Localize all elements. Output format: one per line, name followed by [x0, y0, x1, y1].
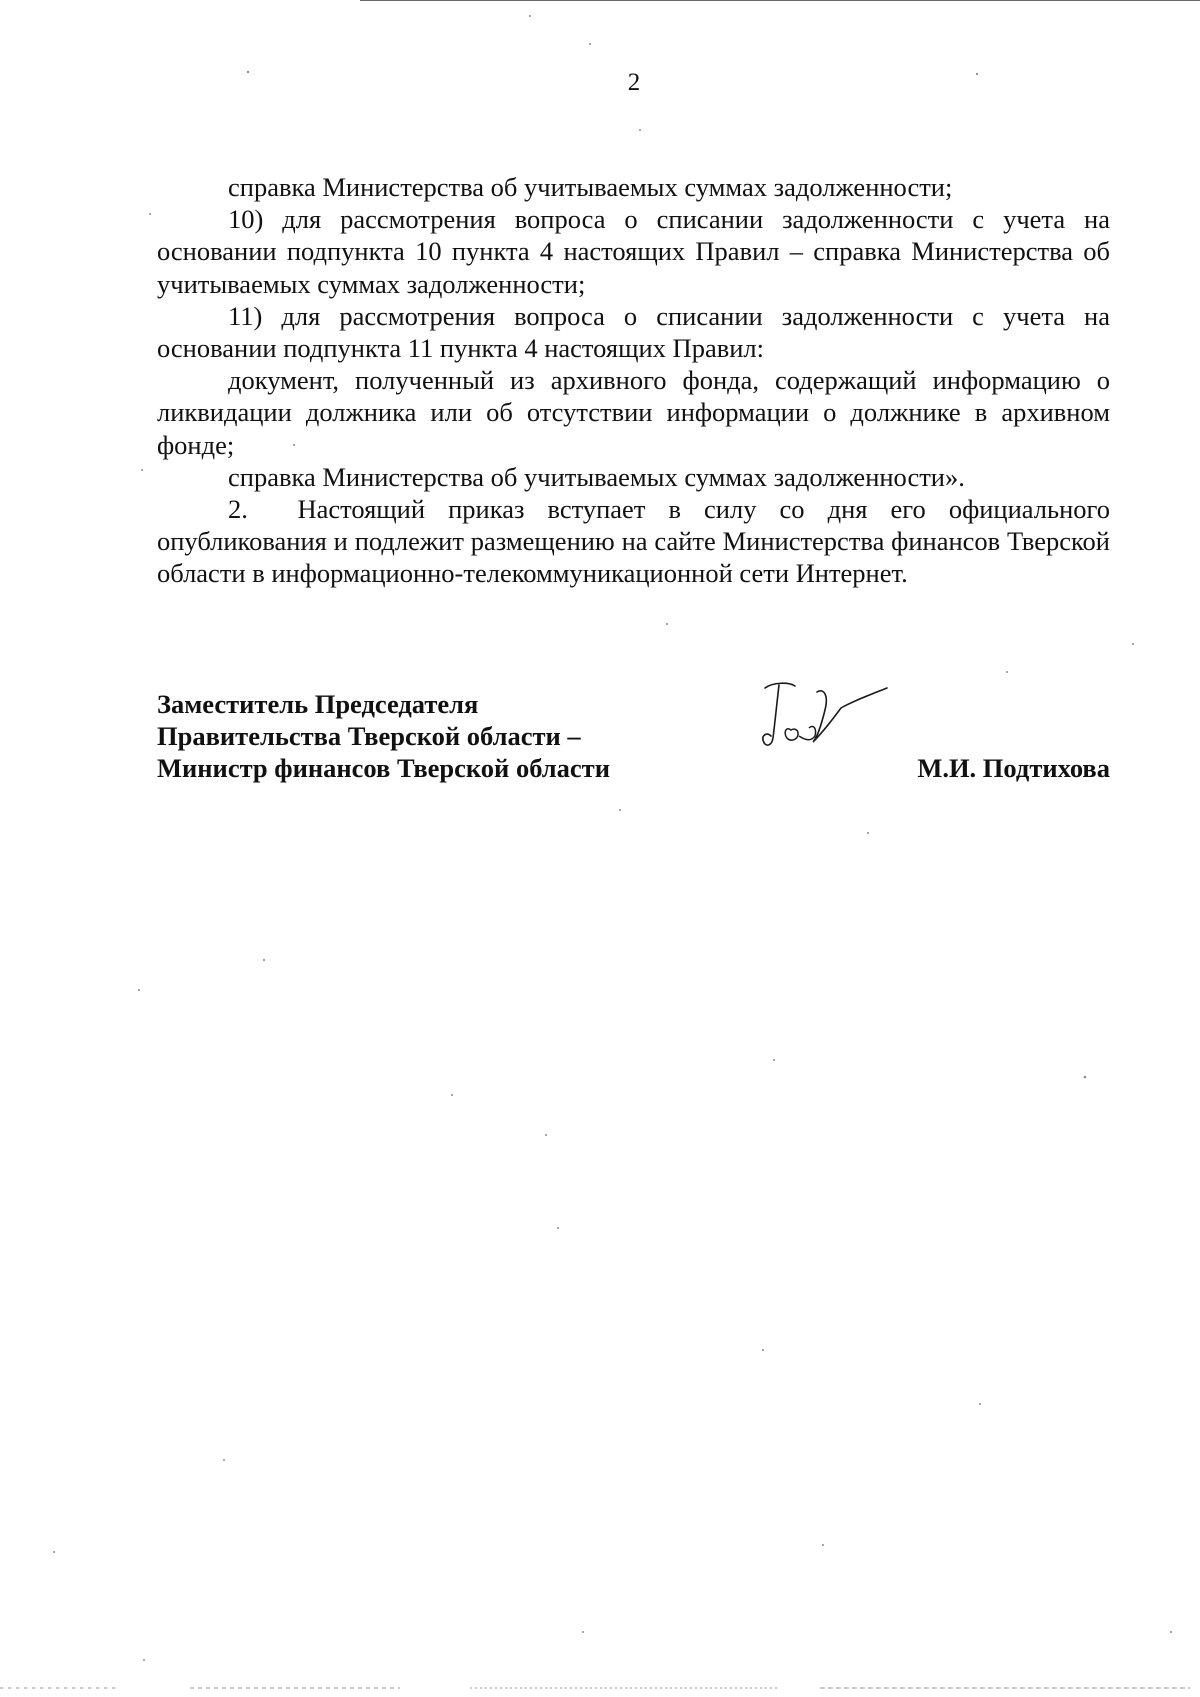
page-number: 2 — [627, 69, 641, 96]
signature-block — [157, 688, 1110, 788]
document-body — [157, 171, 1110, 590]
paragraph-entry-into-force: 2. Настоящий приказ вступает в силу со дня его официального опубликования и подлежит размещению на сайте Министерства финансов Тверской области в информационно-телекоммуникационной сети Интернет. — [157, 494, 1110, 589]
scan-top-edge-line — [360, 0, 1200, 1]
signer-position — [157, 688, 610, 785]
paragraph-item-10: 10) для рассмотрения вопроса о списании задолженности с учета на основании подпункта 10 пункта 4 настоящих Правил – справка Министерства об учитываемых суммах задолженности; — [157, 204, 1110, 299]
position-line: Правительства Тверской области – — [157, 721, 581, 752]
position-line: Министр финансов Тверской области — [157, 753, 610, 784]
paragraph-archive-document: документ, полученный из архивного фонда, содержащий информацию о ликвидации должника или об отсутствии информации о должнике в архивном фонде; — [157, 365, 1110, 460]
paragraph-item-11: 11) для рассмотрения вопроса о списании задолженности с учета на основании подпункта 11 пункта 4 настоящих Правил: — [157, 300, 1110, 364]
signer-name: М.И. Подтихова — [917, 753, 1110, 783]
handwritten-signature-image — [755, 680, 905, 760]
position-line: Заместитель Председателя — [157, 689, 479, 719]
paragraph-reference-debt: справка Министерства об учитываемых суммах задолженности; — [228, 172, 953, 202]
paragraph-reference-debt-closing: справка Министерства об учитываемых суммах задолженности». — [228, 461, 965, 492]
